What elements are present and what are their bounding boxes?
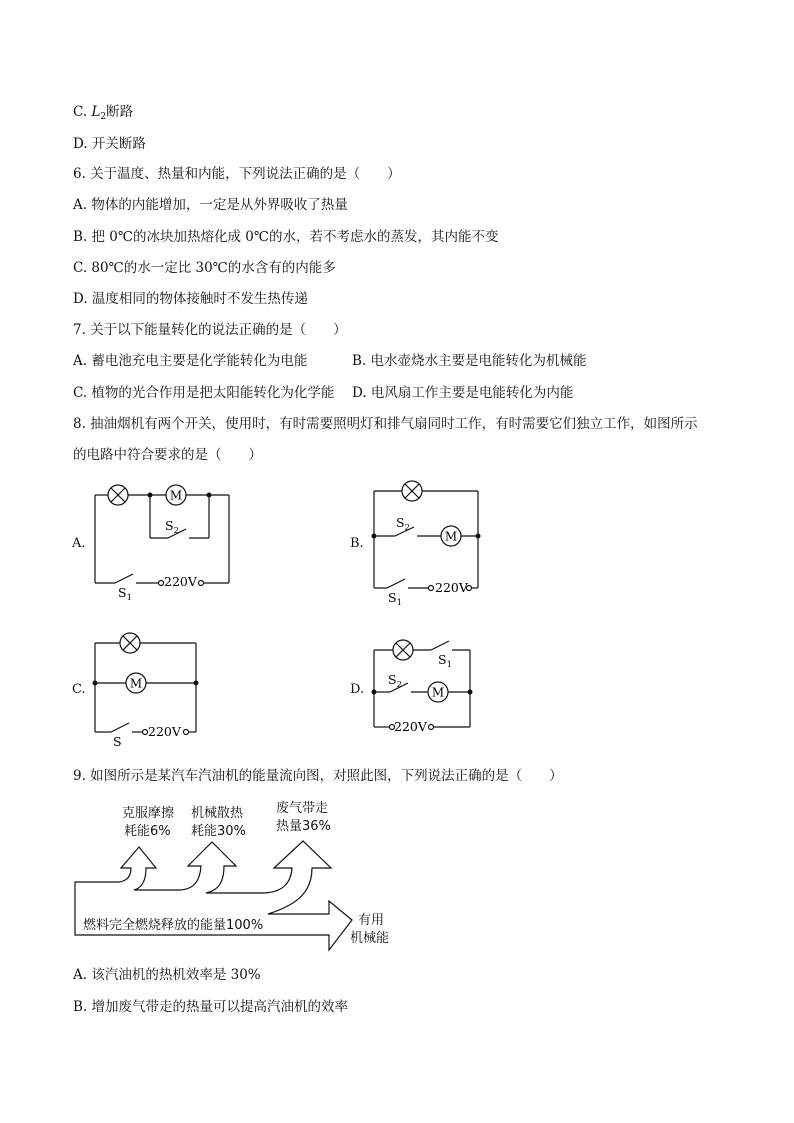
flow-friction-label-1: 克服摩擦 [122,806,175,821]
q6-stem: 6. 关于温度、热量和内能，下列说法正确的是（ ） [73,166,401,182]
flow-friction-label-2: 耗能6% [124,824,171,839]
voltage-label: 220V [435,580,468,595]
motor-symbol: M [444,529,458,544]
q7-option-b: B. 电水壶烧水主要是电能转化为机械能 [352,353,587,369]
circuit-c-label: C. [72,682,86,697]
circuit-b-label: B. [350,536,364,551]
q8-stem-line1: 8. 抽油烟机有两个开关，使用时，有时需要照明灯和排气扇同时工作，有时需要它们独立工作，如图所示 [73,416,698,432]
switch-s1-label: $S_1$ [118,585,132,603]
flow-fuel-label: 燃料完全燃烧释放的能量100% [83,918,264,933]
q7-option-c: C. 植物的光合作用是把太阳能转化为化学能 [73,385,335,401]
q8-stem-line2: 的电路中符合要求的是（ ） [73,447,262,463]
switch-s1-label: $S_1$ [438,652,452,670]
flow-heat-label-2: 耗能30% [191,824,246,839]
q5-option-d: D. 开关断路 [73,136,146,152]
q7-option-d: D. 电风扇工作主要是电能转化为内能 [352,385,574,401]
q7-option-a: A. 蓄电池充电主要是化学能转化为电能 [73,353,308,369]
motor-symbol: M [129,676,143,691]
q5-option-c-suffix: 断路 [106,104,134,120]
voltage-label: 220V [148,724,181,739]
q7-stem: 7. 关于以下能量转化的说法正确的是（ ） [73,322,347,338]
flow-exhaust-label-2: 热量36% [276,819,331,834]
q9-stem: 9. 如图所示是某汽车汽油机的能量流向图，对照此图，下列说法正确的是（ ） [73,768,563,784]
motor-symbol: M [431,685,445,700]
q6-option-b: B. 把 0℃的冰块加热熔化成 0℃的水，若不考虑水的蒸发，其内能不变 [73,229,499,245]
q9-option-b: B. 增加废气带走的热量可以提高汽油机的效率 [73,999,349,1015]
flow-exhaust-label-1: 废气带走 [276,801,329,816]
q6-option-d: D. 温度相同的物体接触时不发生热传递 [73,291,308,307]
flow-heat-label-1: 机械散热 [191,806,244,821]
q5-option-c-var: L [91,104,101,120]
switch-s2-label: $S_2$ [388,672,402,690]
flow-useful-label-1: 有用 [358,913,385,928]
q9-option-a: A. 该汽油机的热机效率是 30% [73,967,261,983]
q6-option-a: A. 物体的内能增加，一定是从外界吸收了热量 [73,197,348,213]
switch-s2-label: $S_2$ [165,518,179,536]
q6-option-c: C. 80℃的水一定比 30℃的水含有的内能多 [73,260,336,276]
voltage-label: 220V [394,719,427,734]
switch-s1-label: $S_1$ [388,590,402,608]
circuit-a-label: A. [72,536,86,551]
voltage-label: 220V [164,574,197,589]
switch-s-label: S [113,734,122,749]
switch-s2-label: $S_2$ [396,515,410,533]
circuit-d-label: D. [350,682,365,697]
q5-option-c-prefix: C. [73,104,92,120]
flow-useful-label-2: 机械能 [350,931,390,946]
q5-option-c-sub: 2 [100,112,107,122]
motor-symbol: M [169,488,183,503]
